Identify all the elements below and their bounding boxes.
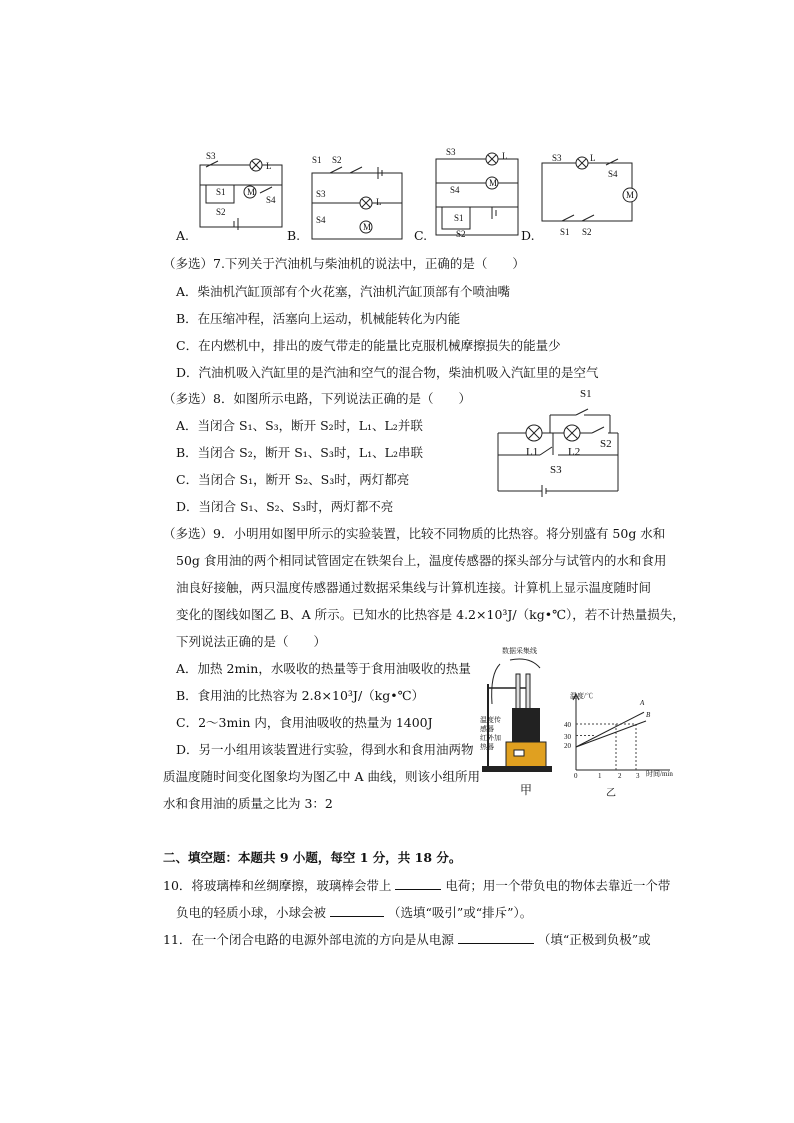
- q9-option-d: D．另一小组用该装置进行实验，得到水和食用油两物: [176, 742, 474, 757]
- q8-label-s3: S3: [550, 464, 562, 476]
- q7-title: （多选）7.下列关于汽油机与柴油机的说法中，正确的是（ ）: [163, 256, 525, 271]
- circuit-b-label: L: [376, 197, 382, 207]
- graph-series-a: [576, 712, 644, 747]
- circuit-d-label: S4: [608, 169, 618, 179]
- circuit-option-b: B.: [287, 228, 301, 243]
- circuit-c-label: S2: [456, 229, 466, 239]
- q10-blank-2[interactable]: [330, 904, 384, 917]
- graph-line-label-b: B: [646, 711, 651, 719]
- q10-text: 电荷；用一个带负电的物体去靠近一个带: [445, 878, 671, 893]
- q8-label-l1: L1: [526, 446, 539, 458]
- q9-option-c: C．2～3min 内，食用油吸收的热量为 1400J: [176, 715, 433, 730]
- q11-line1: [163, 931, 651, 948]
- q7-option-a: A．柴油机汽缸顶部有个火花塞，汽油机汽缸顶部有个喷油嘴: [176, 284, 511, 299]
- q9-line: （多选）9．小明用如图甲所示的实验装置，比较不同物质的比热容。将分别盛有 50g 水和: [163, 526, 666, 541]
- graph-xlabel: 时间/min: [646, 770, 673, 778]
- q9-temperature-graph: [560, 690, 690, 800]
- circuit-a-label: S3: [206, 151, 216, 161]
- circuit-c-label: S4: [450, 185, 460, 195]
- circuit-option-a: A.: [176, 228, 190, 243]
- circuit-option-d: D.: [521, 228, 535, 243]
- q9-option-a: A．加热 2min，水吸收的热量等于食用油吸收的热量: [176, 661, 471, 676]
- circuit-a-label: S2: [216, 207, 226, 217]
- circuit-d-label: S2: [582, 227, 592, 237]
- circuit-b-label: M: [363, 222, 372, 232]
- q11-text: 11．在一个闭合电路的电源外部电流的方向是从电源: [163, 932, 454, 947]
- q9-apparatus-figure: [480, 646, 572, 796]
- circuit-d-label: S1: [560, 227, 570, 237]
- q10-text: 10．将玻璃棒和丝绸摩擦，玻璃棒会带上: [163, 878, 392, 893]
- q8-label-l2: L2: [568, 446, 581, 458]
- circuit-d-label: S3: [552, 153, 562, 163]
- q10-text: 负电的轻质小球，小球会被: [176, 905, 327, 920]
- apparatus-top-label: 数据采集线: [502, 648, 537, 655]
- apparatus-side-label: 温度传: [480, 717, 501, 724]
- q9-line: 下列说法正确的是（ ）: [176, 634, 327, 649]
- apparatus-side-label: 热器: [480, 744, 494, 751]
- q8-option-c: C．当闭合 S₁，断开 S₂、S₃时，两灯都亮: [176, 472, 410, 487]
- circuit-c-label: M: [489, 178, 498, 188]
- q9-line: 油良好接触，两只温度传感器通过数据采集线与计算机连接。计算机上显示温度随时间: [176, 580, 652, 595]
- circuit-figure-row: [170, 145, 635, 245]
- q10-line1: [163, 877, 670, 894]
- q7-option-d: D．汽油机吸入汽缸里的是汽油和空气的混合物，柴油机吸入汽缸里的是空气: [176, 365, 599, 380]
- graph-caption: 乙: [606, 788, 616, 799]
- q8-option-a: A．当闭合 S₁、S₃，断开 S₂时，L₁、L₂并联: [176, 418, 423, 433]
- circuit-b-label: S2: [332, 155, 342, 165]
- q8-label-s2: S2: [600, 438, 612, 450]
- q8-option-d: D．当闭合 S₁、S₂、S₃时，两灯都不亮: [176, 499, 394, 514]
- q9-line: 变化的图线如图乙 B、A 所示。已知水的比热容是 4.2×10³J/（kg•℃），若不计热量损失，: [176, 607, 685, 622]
- circuit-a-label: L: [266, 161, 272, 171]
- circuit-c-label: S1: [454, 213, 464, 223]
- circuit-b-label: S3: [316, 189, 326, 199]
- circuit-c-label: L: [502, 151, 508, 161]
- apparatus-side-label: 感器: [480, 726, 494, 733]
- circuit-a-label: S4: [266, 195, 276, 205]
- q10-line2: [176, 904, 532, 921]
- q7-option-b: B．在压缩冲程，活塞向上运动，机械能转化为内能: [176, 311, 461, 326]
- graph-ytick-40: 40: [564, 721, 571, 729]
- circuit-option-c: C.: [414, 228, 428, 243]
- q11-blank-1[interactable]: [458, 931, 534, 944]
- q9-option-d-cont: 水和食用油的质量之比为 3：2: [163, 796, 333, 811]
- q8-option-b: B．当闭合 S₂，断开 S₁、S₃时，L₁、L₂串联: [176, 445, 423, 460]
- graph-xtick-0: 0: [574, 772, 578, 780]
- graph-ytick-30: 30: [564, 733, 571, 741]
- circuit-a-label: S1: [216, 187, 226, 197]
- q7-option-c: C．在内燃机中，排出的废气带走的能量比克服机械摩擦损失的能量少: [176, 338, 561, 353]
- graph-ylabel: 温度/℃: [570, 692, 593, 700]
- circuit-b-label: S4: [316, 215, 326, 225]
- section2-header: 二、填空题：本题共 9 小题，每空 1 分，共 18 分。: [163, 850, 462, 865]
- circuit-c-label: S3: [446, 147, 456, 157]
- q10-blank-1[interactable]: [395, 877, 441, 890]
- circuit-d-label: L: [590, 153, 596, 163]
- apparatus-side-label: 红外加: [480, 735, 501, 742]
- q8-circuit-figure: [490, 385, 640, 497]
- graph-xtick-3: 3: [636, 772, 640, 780]
- q10-text: （选填“吸引”或“排斥”）。: [387, 905, 533, 920]
- graph-ytick-20: 20: [564, 742, 571, 750]
- q11-text: （填“正极到负极”或: [537, 932, 651, 947]
- circuit-d-label: M: [626, 190, 635, 200]
- graph-xtick-1: 1: [598, 772, 602, 780]
- graph-xtick-2: 2: [618, 772, 622, 780]
- graph-line-label-a: A: [640, 699, 645, 707]
- q8-title: （多选）8．如图所示电路，下列说法正确的是（ ）: [163, 391, 471, 406]
- circuit-b-label: S1: [312, 155, 322, 165]
- q9-line: 50g 食用油的两个相同试管固定在铁架台上，温度传感器的探头部分与试管内的水和食用: [176, 553, 667, 568]
- circuit-a-label: M: [247, 187, 256, 197]
- apparatus-caption: 甲: [520, 783, 533, 797]
- q9-option-d-cont: 质温度随时间变化图象均为图乙中 A 曲线，则该小组所用: [163, 769, 480, 784]
- q9-option-b: B．食用油的比热容为 2.8×10³J/（kg•℃）: [176, 688, 425, 703]
- q8-label-s1: S1: [580, 388, 592, 400]
